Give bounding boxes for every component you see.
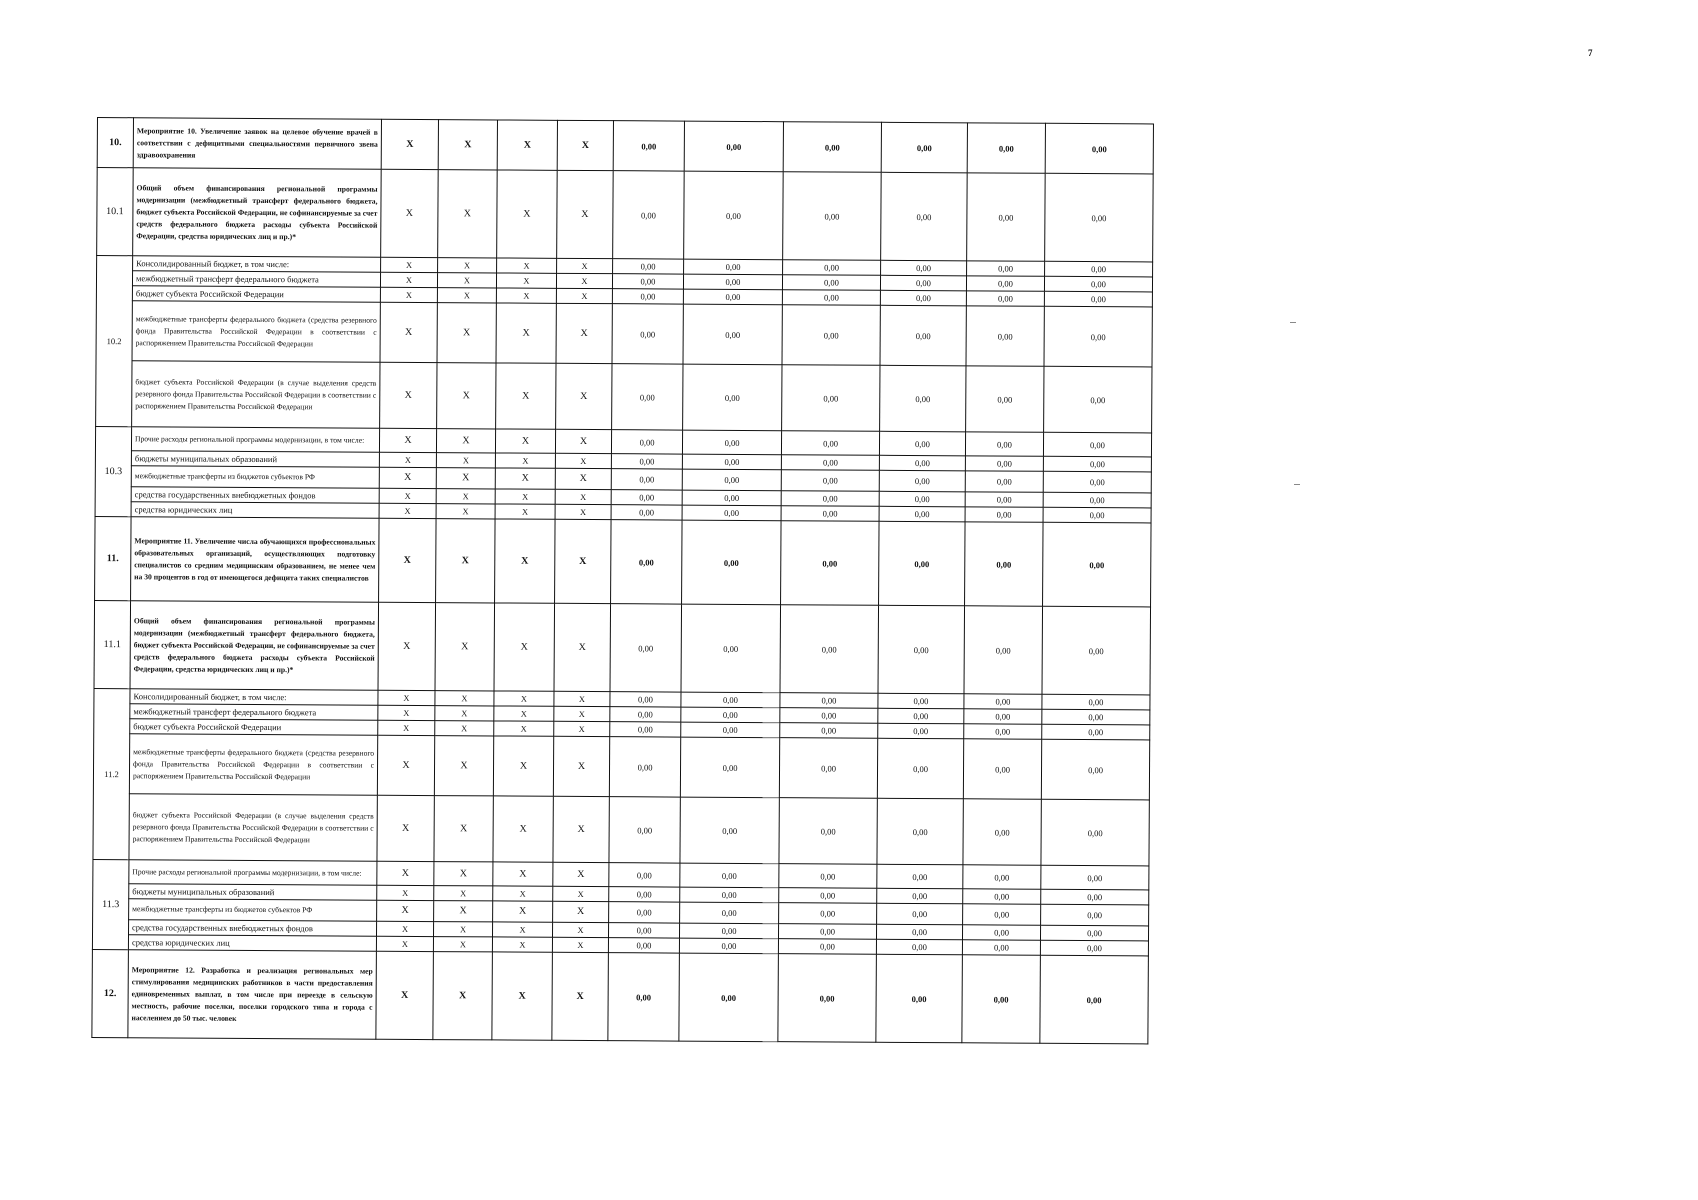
x-mark: X (552, 922, 608, 937)
value-cell: 0,00 (881, 122, 967, 173)
row-name: бюджет субъекта Российской Федерации (132, 286, 380, 303)
row-name: межбюджетный трансферт федерального бюджета (130, 704, 378, 721)
row-name: Мероприятие 10. Увеличение заявок на целевое обучение врачей в соответствии с дефицитными специальностями первичного звена здравоохранения (133, 118, 381, 170)
value-cell: 0,00 (611, 454, 682, 469)
value-cell: 0,00 (964, 724, 1042, 739)
value-cell: 0,00 (877, 864, 963, 889)
x-mark: X (379, 428, 436, 452)
x-mark: X (434, 886, 493, 901)
value-cell: 0,00 (781, 455, 879, 471)
row-number: 10.2 (96, 256, 133, 427)
x-mark: X (378, 720, 435, 735)
value-cell: 0,00 (780, 708, 878, 724)
value-cell: 0,00 (782, 290, 880, 306)
value-cell: 0,00 (684, 171, 784, 260)
value-cell: 0,00 (779, 903, 877, 925)
value-cell: 0,00 (880, 365, 966, 432)
value-cell: 0,00 (1044, 306, 1152, 367)
value-cell: 0,00 (683, 304, 782, 365)
row-name: межбюджетные трансферты федерального бюджета (средства резервного фонда Правительства Российской Федерации в соответствии с распоряжением Правительства Российской Федерации (132, 301, 380, 363)
value-cell: 0,00 (783, 260, 881, 276)
x-mark: X (436, 453, 495, 468)
row-number: 10. (97, 118, 133, 168)
value-cell: 0,00 (610, 604, 682, 692)
row-number: 11.2 (93, 688, 130, 859)
value-cell: 0,00 (682, 505, 781, 521)
value-cell: 0,00 (680, 902, 779, 924)
value-cell: 0,00 (682, 469, 781, 491)
scan-speck (1294, 484, 1300, 485)
row-name: межбюджетные трансферты федерального бюджета (средства резервного фонда Правительства Российской Федерации в соответствии с распоряжением Правительства Российской Федерации (129, 734, 377, 796)
value-cell: 0,00 (1045, 123, 1153, 174)
x-mark: X (495, 453, 555, 468)
value-cell: 0,00 (877, 738, 963, 799)
value-cell: 0,00 (1041, 904, 1149, 926)
x-mark: X (556, 303, 612, 363)
table-row (97, 118, 1153, 174)
value-cell: 0,00 (1044, 366, 1152, 433)
value-cell: 0,00 (782, 365, 880, 432)
row-number: 11. (95, 516, 132, 600)
x-mark: X (495, 519, 556, 603)
row-name: Прочие расходы региональной программы модернизации, в том числе: (131, 427, 379, 453)
row-name: средства государственных внебюджетных фондов (131, 487, 379, 504)
value-cell: 0,00 (877, 903, 963, 925)
x-mark: X (557, 258, 613, 273)
x-mark: X (497, 170, 558, 258)
x-mark: X (435, 721, 494, 736)
x-mark: X (496, 288, 556, 303)
value-cell: 0,00 (778, 954, 877, 1043)
x-mark: X (378, 690, 435, 705)
row-number: 11.3 (92, 859, 129, 949)
x-mark: X (494, 706, 554, 721)
value-cell: 0,00 (1045, 173, 1154, 262)
value-cell: 0,00 (683, 274, 782, 290)
x-mark: X (495, 504, 555, 519)
x-mark: X (437, 363, 496, 429)
x-mark: X (493, 736, 553, 796)
value-cell: 0,00 (679, 953, 779, 1042)
value-cell: 0,00 (611, 490, 682, 505)
value-cell: 0,00 (879, 521, 966, 606)
x-mark: X (435, 706, 494, 721)
value-cell: 0,00 (879, 470, 965, 492)
x-mark: X (377, 861, 434, 885)
row-name: Прочие расходы региональной программы модернизации, в том числе: (129, 860, 377, 886)
value-cell: 0,00 (1040, 925, 1148, 941)
x-mark: X (380, 272, 437, 287)
x-mark: X (553, 862, 609, 886)
x-mark: X (434, 862, 493, 886)
value-cell: 0,00 (1045, 261, 1153, 277)
value-cell: 0,00 (881, 172, 968, 261)
value-cell: 0,00 (783, 172, 882, 261)
value-cell: 0,00 (780, 605, 879, 694)
row-name: межбюджетный трансферт федерального бюджета (132, 271, 380, 288)
value-cell: 0,00 (1042, 606, 1151, 695)
value-cell: 0,00 (965, 522, 1044, 606)
x-mark: X (381, 257, 438, 272)
row-name: Консолидированный бюджет, в том числе: (130, 689, 378, 706)
value-cell: 0,00 (611, 430, 682, 454)
value-cell: 0,00 (1041, 865, 1149, 890)
row-name: средства юридических лиц (131, 502, 379, 519)
x-mark: X (495, 468, 555, 489)
value-cell: 0,00 (612, 304, 683, 364)
row-number: 10.3 (95, 426, 132, 516)
x-mark: X (378, 602, 436, 690)
x-mark: X (553, 796, 609, 862)
value-cell: 0,00 (779, 888, 877, 904)
value-cell: 0,00 (779, 798, 877, 865)
value-cell: 0,00 (877, 798, 963, 865)
value-cell: 0,00 (681, 604, 781, 693)
value-cell: 0,00 (1040, 940, 1148, 956)
row-name: Общий объем финансирования региональной программы модернизации (межбюджетный трансферт федерального бюджета, бюджет субъекта Российской Федерации, не софинансируемые за счет средств федерального бюджета расходы субъекта Российской Федерации, средства юридических лиц и пр.)* (133, 168, 382, 258)
value-cell: 0,00 (965, 456, 1043, 471)
table-row (95, 516, 1151, 606)
row-name: бюджеты муниципальных образований (131, 451, 379, 468)
x-mark: X (555, 489, 611, 504)
value-cell: 0,00 (780, 693, 878, 709)
row-number: 12. (92, 949, 129, 1037)
x-mark: X (433, 937, 492, 952)
x-mark: X (380, 302, 437, 362)
x-mark: X (552, 952, 609, 1040)
x-mark: X (433, 922, 492, 937)
table-row (93, 793, 1149, 865)
x-mark: X (377, 795, 434, 861)
x-mark: X (495, 489, 555, 504)
value-cell: 0,00 (781, 470, 879, 492)
x-mark: X (557, 170, 614, 258)
value-cell: 0,00 (1041, 799, 1149, 866)
x-mark: X (554, 603, 611, 691)
value-cell: 0,00 (966, 291, 1044, 306)
x-mark: X (555, 453, 611, 468)
x-mark: X (381, 169, 439, 257)
page-number: 7 (1588, 48, 1593, 58)
value-cell: 0,00 (611, 520, 683, 604)
value-cell: 0,00 (964, 606, 1043, 694)
x-mark: X (493, 901, 553, 922)
value-cell: 0,00 (1042, 724, 1150, 740)
value-cell: 0,00 (962, 955, 1041, 1043)
value-cell: 0,00 (878, 693, 964, 709)
value-cell: 0,00 (1042, 709, 1150, 725)
x-mark: X (557, 120, 613, 170)
table-row (96, 300, 1152, 366)
value-cell: 0,00 (684, 121, 783, 172)
x-mark: X (552, 937, 608, 952)
row-name: межбюджетные трансферты из бюджетов субъектов РФ (129, 899, 377, 922)
value-cell: 0,00 (967, 261, 1045, 276)
value-cell: 0,00 (962, 925, 1040, 940)
value-cell: 0,00 (781, 506, 879, 522)
value-cell: 0,00 (967, 173, 1046, 261)
value-cell: 0,00 (879, 491, 965, 507)
value-cell: 0,00 (1043, 432, 1151, 457)
value-cell: 0,00 (613, 171, 685, 259)
value-cell: 0,00 (611, 505, 682, 520)
x-mark: X (438, 170, 498, 258)
value-cell: 0,00 (877, 888, 963, 904)
value-cell: 0,00 (965, 492, 1043, 507)
value-cell: 0,00 (682, 430, 781, 455)
x-mark: X (436, 519, 496, 603)
x-mark: X (556, 363, 612, 429)
value-cell: 0,00 (779, 864, 877, 889)
value-cell: 0,00 (609, 902, 680, 923)
x-mark: X (377, 735, 434, 795)
row-number: 10.1 (97, 168, 134, 256)
x-mark: X (436, 504, 495, 519)
value-cell: 0,00 (965, 432, 1043, 456)
x-mark: X (556, 273, 612, 288)
value-cell: 0,00 (876, 939, 962, 955)
value-cell: 0,00 (610, 707, 681, 722)
value-cell: 0,00 (680, 887, 779, 903)
x-mark: X (554, 721, 610, 736)
row-name: бюджет субъекта Российской Федерации (в случае выделения средств резервного фонда Правительства Российской Федерации в соответствии с распоряжением Правительства Российской Федерации (129, 794, 377, 862)
value-cell: 0,00 (683, 364, 782, 431)
value-cell: 0,00 (1042, 694, 1150, 710)
value-cell: 0,00 (680, 797, 779, 864)
value-cell: 0,00 (1040, 955, 1149, 1044)
x-mark: X (437, 273, 496, 288)
value-cell: 0,00 (963, 865, 1041, 889)
value-cell: 0,00 (680, 737, 779, 798)
x-mark: X (494, 691, 554, 706)
value-cell: 0,00 (612, 289, 683, 304)
value-cell: 0,00 (1044, 276, 1152, 292)
x-mark: X (493, 862, 553, 886)
value-cell: 0,00 (683, 289, 782, 305)
x-mark: X (554, 706, 610, 721)
value-cell: 0,00 (876, 954, 963, 1043)
x-mark: X (438, 120, 497, 170)
x-mark: X (376, 936, 433, 951)
value-cell: 0,00 (681, 722, 780, 738)
value-cell: 0,00 (613, 259, 684, 274)
value-cell: 0,00 (613, 121, 684, 171)
x-mark: X (492, 922, 552, 937)
x-mark: X (380, 362, 437, 428)
x-mark: X (496, 363, 556, 429)
value-cell: 0,00 (681, 707, 780, 723)
value-cell: 0,00 (880, 305, 966, 366)
x-mark: X (497, 258, 557, 273)
value-cell: 0,00 (682, 454, 781, 470)
x-mark: X (434, 736, 493, 796)
x-mark: X (377, 885, 434, 900)
value-cell: 0,00 (608, 953, 680, 1041)
value-cell: 0,00 (781, 431, 879, 456)
x-mark: X (495, 429, 555, 453)
table-row (97, 168, 1154, 262)
x-mark: X (553, 736, 609, 796)
value-cell: 0,00 (610, 722, 681, 737)
value-cell: 0,00 (682, 520, 782, 605)
x-mark: X (492, 952, 553, 1040)
x-mark: X (553, 901, 609, 922)
scan-speck (1290, 322, 1296, 323)
x-mark: X (437, 303, 496, 363)
x-mark: X (379, 518, 437, 602)
value-cell: 0,00 (609, 737, 680, 797)
x-mark: X (555, 429, 611, 453)
value-cell: 0,00 (880, 290, 966, 306)
table-row (94, 600, 1151, 694)
value-cell: 0,00 (876, 924, 962, 940)
value-cell: 0,00 (879, 455, 965, 471)
x-mark: X (434, 796, 493, 862)
row-name: Общий объем финансирования региональной программы модернизации (межбюджетный трансферт федерального бюджета, бюджет субъекта Российской Федерации, не софинансируемые за счет средств федерального бюджета расходы субъекта Российской Федерации, средства юридических лиц и пр.)* (130, 601, 379, 691)
x-mark: X (379, 467, 436, 488)
x-mark: X (496, 273, 556, 288)
x-mark: X (379, 488, 436, 503)
x-mark: X (554, 691, 610, 706)
budget-table (91, 117, 1154, 1044)
value-cell: 0,00 (878, 605, 965, 694)
table-row (96, 360, 1152, 432)
value-cell: 0,00 (880, 275, 966, 291)
value-cell: 0,00 (965, 507, 1043, 522)
value-cell: 0,00 (783, 122, 881, 173)
value-cell: 0,00 (963, 799, 1041, 865)
table-row (92, 949, 1149, 1043)
row-name: средства государственных внебюджетных фондов (129, 920, 377, 937)
value-cell: 0,00 (609, 887, 680, 902)
value-cell: 0,00 (682, 490, 781, 506)
x-mark: X (494, 721, 554, 736)
x-mark: X (433, 952, 493, 1040)
x-mark: X (380, 287, 437, 302)
x-mark: X (376, 951, 434, 1039)
row-name: бюджет субъекта Российской Федерации (в случае выделения средств резервного фонда Правительства Российской Федерации в соответствии с распоряжением Правительства Российской Федерации (132, 361, 380, 429)
x-mark: X (494, 603, 555, 691)
value-cell: 0,00 (966, 306, 1044, 366)
x-mark: X (436, 489, 495, 504)
value-cell: 0,00 (964, 709, 1042, 724)
x-mark: X (492, 937, 552, 952)
row-name: Мероприятие 11. Увеличение числа обучающихся профессиональных образовательных организаций, осуществляющих подготовку специалистов со средним медицинским образованием, не менее чем на 30 процентов в год от имеющегося дефицита таких специалистов (131, 517, 380, 603)
x-mark: X (378, 705, 435, 720)
x-mark: X (377, 900, 434, 921)
value-cell: 0,00 (1043, 507, 1151, 523)
value-cell: 0,00 (962, 940, 1040, 955)
x-mark: X (377, 921, 434, 936)
value-cell: 0,00 (966, 276, 1044, 291)
x-mark: X (493, 796, 553, 862)
x-mark: X (493, 886, 553, 901)
value-cell: 0,00 (680, 863, 779, 888)
value-cell: 0,00 (1043, 522, 1152, 607)
value-cell: 0,00 (967, 123, 1045, 173)
value-cell: 0,00 (679, 923, 778, 939)
x-mark: X (553, 886, 609, 901)
value-cell: 0,00 (608, 938, 679, 953)
value-cell: 0,00 (966, 366, 1044, 432)
x-mark: X (381, 119, 438, 169)
row-name: Мероприятие 12. Разработка и реализация региональных мер стимулирования медицинских работников в части предоставления единовременных выплат, в том числе при переезде в сельскую местность, рабочие поселки, поселки городского типа и города с населением до 50 тыс. человек (128, 950, 377, 1040)
value-cell: 0,00 (610, 692, 681, 707)
value-cell: 0,00 (1043, 471, 1151, 493)
value-cell: 0,00 (782, 305, 880, 366)
row-name: Консолидированный бюджет, в том числе: (133, 256, 381, 273)
value-cell: 0,00 (608, 923, 679, 938)
table-row (93, 733, 1149, 799)
value-cell: 0,00 (965, 471, 1043, 492)
x-mark: X (435, 691, 494, 706)
value-cell: 0,00 (879, 431, 965, 456)
x-mark: X (497, 120, 557, 170)
value-cell: 0,00 (964, 694, 1042, 709)
row-number: 11.1 (94, 600, 131, 688)
value-cell: 0,00 (781, 491, 879, 507)
x-mark: X (555, 519, 612, 603)
value-cell: 0,00 (778, 939, 876, 955)
value-cell: 0,00 (684, 259, 783, 275)
x-mark: X (379, 503, 436, 518)
value-cell: 0,00 (778, 924, 876, 940)
x-mark: X (555, 504, 611, 519)
value-cell: 0,00 (1043, 492, 1151, 508)
value-cell: 0,00 (780, 723, 878, 739)
value-cell: 0,00 (1041, 739, 1149, 800)
value-cell: 0,00 (609, 797, 680, 863)
x-mark: X (436, 468, 495, 489)
value-cell: 0,00 (611, 469, 682, 490)
value-cell: 0,00 (782, 275, 880, 291)
x-mark: X (496, 303, 556, 363)
x-mark: X (436, 429, 495, 453)
value-cell: 0,00 (881, 260, 967, 276)
value-cell: 0,00 (963, 904, 1041, 925)
value-cell: 0,00 (679, 938, 778, 954)
value-cell: 0,00 (963, 889, 1041, 904)
value-cell: 0,00 (878, 723, 964, 739)
value-cell: 0,00 (879, 506, 965, 522)
value-cell: 0,00 (681, 692, 780, 708)
row-name: бюджет субъекта Российской Федерации (130, 719, 378, 736)
value-cell: 0,00 (878, 708, 964, 724)
value-cell: 0,00 (779, 738, 877, 799)
value-cell: 0,00 (1043, 456, 1151, 472)
value-cell: 0,00 (1041, 889, 1149, 905)
row-name: межбюджетные трансферты из бюджетов субъектов РФ (131, 466, 379, 489)
x-mark: X (438, 258, 497, 273)
value-cell: 0,00 (1044, 291, 1152, 307)
row-name: средства юридических лиц (128, 935, 376, 952)
value-cell: 0,00 (612, 364, 683, 430)
row-name: бюджеты муниципальных образований (129, 884, 377, 901)
x-mark: X (434, 901, 493, 922)
value-cell: 0,00 (781, 521, 880, 606)
value-cell: 0,00 (609, 863, 680, 887)
x-mark: X (437, 288, 496, 303)
value-cell: 0,00 (963, 739, 1041, 799)
x-mark: X (435, 603, 495, 691)
x-mark: X (556, 288, 612, 303)
x-mark: X (555, 468, 611, 489)
value-cell: 0,00 (612, 274, 683, 289)
x-mark: X (379, 452, 436, 467)
